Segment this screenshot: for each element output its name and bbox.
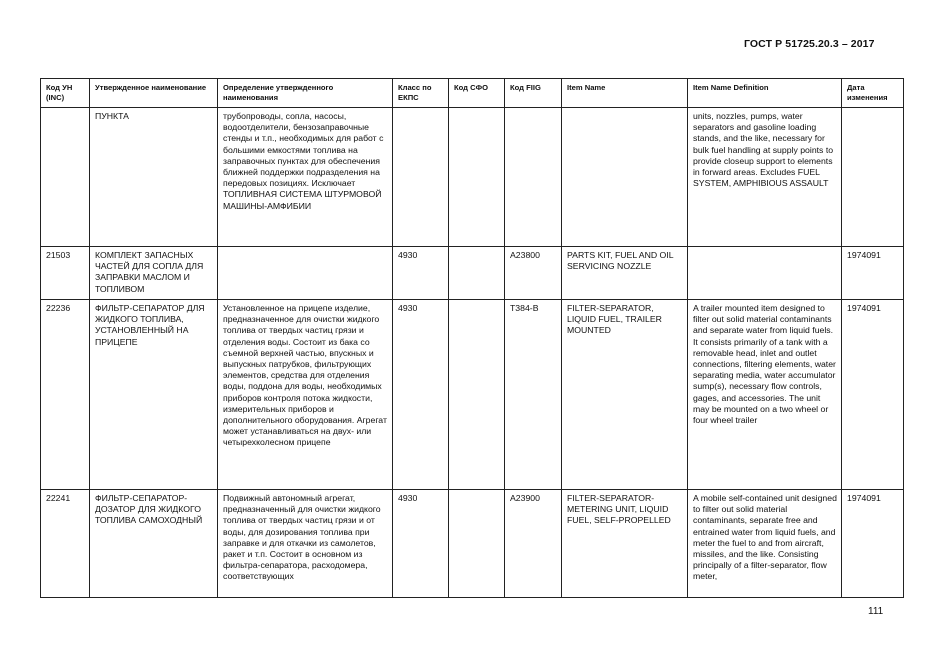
catalog-table (40, 78, 904, 598)
cell-item-name: FILTER-SEPARATOR, LIQUID FUEL, TRAILER MOUNTED (562, 300, 688, 490)
col-header-definition-ru: Определение утвержденного наименования (218, 79, 393, 108)
cell-name-ru: ФИЛЬТР-СЕПАРАТОР ДЛЯ ЖИДКОГО ТОПЛИВА, УСТАНОВЛЕННЫЙ НА ПРИЦЕПЕ (90, 300, 218, 490)
cell-item-name (562, 108, 688, 247)
cell-fiig (505, 108, 562, 247)
cell-sfo (449, 300, 505, 490)
table-row (41, 247, 904, 300)
cell-definition-ru: трубопроводы, сопла, насосы, водоотделители, бензозаправочные стенды и т.п., необходимых для работ с большими емкостями топлива на заправочных пунктах для обеспечения ближней поддержки подразделения на передовых позициях. Исключает ТОПЛИВНАЯ СИСТЕМА ШТУРМОВОЙ МАШИНЫ-АМФИБИИ (218, 108, 393, 247)
col-header-item-name: Item Name (562, 79, 688, 108)
cell-ekps: 4930 (393, 490, 449, 598)
cell-sfo (449, 108, 505, 247)
cell-item-definition: A trailer mounted item designed to filter out solid material contaminants and separate water from liquid fuels. It consists primarily of a tank with a removable head, inlet and outlet connections, filtering elements, water separating media, water accumulator sump(s), necessary flow controls, gages, and accessories. The unit may be mounted on a two wheel or four wheel trailer (688, 300, 842, 490)
col-header-ekps: Класс по ЕКПС (393, 79, 449, 108)
cell-date: 1974091 (842, 490, 904, 598)
cell-fiig: A23900 (505, 490, 562, 598)
col-header-sfo: Код СФО (449, 79, 505, 108)
cell-date: 1974091 (842, 300, 904, 490)
cell-inc: 21503 (41, 247, 90, 300)
cell-date (842, 108, 904, 247)
cell-fiig: A23800 (505, 247, 562, 300)
cell-item-definition: units, nozzles, pumps, water separators and gasoline loading stands, and the like, necessary for bulk fuel handling at supply points to provide closeup support to elements in forward areas. Excludes FUEL SYSTEM, AMPHIBIOUS ASSAULT (688, 108, 842, 247)
cell-item-definition (688, 247, 842, 300)
cell-name-ru: ФИЛЬТР-СЕПАРАТОР-ДОЗАТОР ДЛЯ ЖИДКОГО ТОПЛИВА САМОХОДНЫЙ (90, 490, 218, 598)
document-id: ГОСТ Р 51725.20.3 – 2017 (744, 38, 875, 50)
cell-ekps: 4930 (393, 247, 449, 300)
page-number: 111 (868, 606, 884, 617)
table-row (41, 300, 904, 490)
table-row (41, 490, 904, 598)
col-header-inc: Код УН (INC) (41, 79, 90, 108)
cell-ekps: 4930 (393, 300, 449, 490)
cell-fiig: T384-B (505, 300, 562, 490)
cell-definition-ru: Установленное на прицепе изделие, предназначенное для очистки жидкого топлива от твердых частиц грязи и отделения воды. Состоит из бака со съемной верхней частью, впускных и выпускных патрубков, фильтрующих элементов, средства для отделения воды, поддона для воды, необходимых приборов контроля потока жидкости, измерительных приборов и дополнительного оборудования. Агрегат может устанавливаться на двух- или четырехколесном прицепе (218, 300, 393, 490)
cell-inc: 22241 (41, 490, 90, 598)
cell-item-name: PARTS KIT, FUEL AND OIL SERVICING NOZZLE (562, 247, 688, 300)
col-header-name-ru: Утвержденное наименование (90, 79, 218, 108)
header-row (41, 79, 904, 108)
cell-inc: 22236 (41, 300, 90, 490)
table-row (41, 108, 904, 247)
col-header-item-definition: Item Name Definition (688, 79, 842, 108)
cell-ekps (393, 108, 449, 247)
cell-definition-ru: Подвижный автономный агрегат, предназначенный для очистки жидкого топлива от твердых частиц грязи и от воды, для дозирования топлива при заправке и для откачки из самолетов, ракет и т.п. Состоит в основном из фильтра-сепаратора, расходомера, соответствующих (218, 490, 393, 598)
cell-name-ru: ПУНКТА (90, 108, 218, 247)
cell-definition-ru (218, 247, 393, 300)
col-header-fiig: Код FIIG (505, 79, 562, 108)
cell-name-ru: КОМПЛЕКТ ЗАПАСНЫХ ЧАСТЕЙ ДЛЯ СОПЛА ДЛЯ ЗАПРАВКИ МАСЛОМ И ТОПЛИВОМ (90, 247, 218, 300)
cell-item-name: FILTER-SEPARATOR-METERING UNIT, LIQUID FUEL, SELF-PROPELLED (562, 490, 688, 598)
cell-sfo (449, 490, 505, 598)
col-header-date: Дата изменения (842, 79, 904, 108)
cell-item-definition: A mobile self-contained unit designed to filter out solid material contaminants, separate free and entrained water from liquid fuels, and meter the fuel to and from aircraft, missiles, and the like. Consisting principally of a filter-separator, flow meter, (688, 490, 842, 598)
cell-inc (41, 108, 90, 247)
cell-date: 1974091 (842, 247, 904, 300)
cell-sfo (449, 247, 505, 300)
